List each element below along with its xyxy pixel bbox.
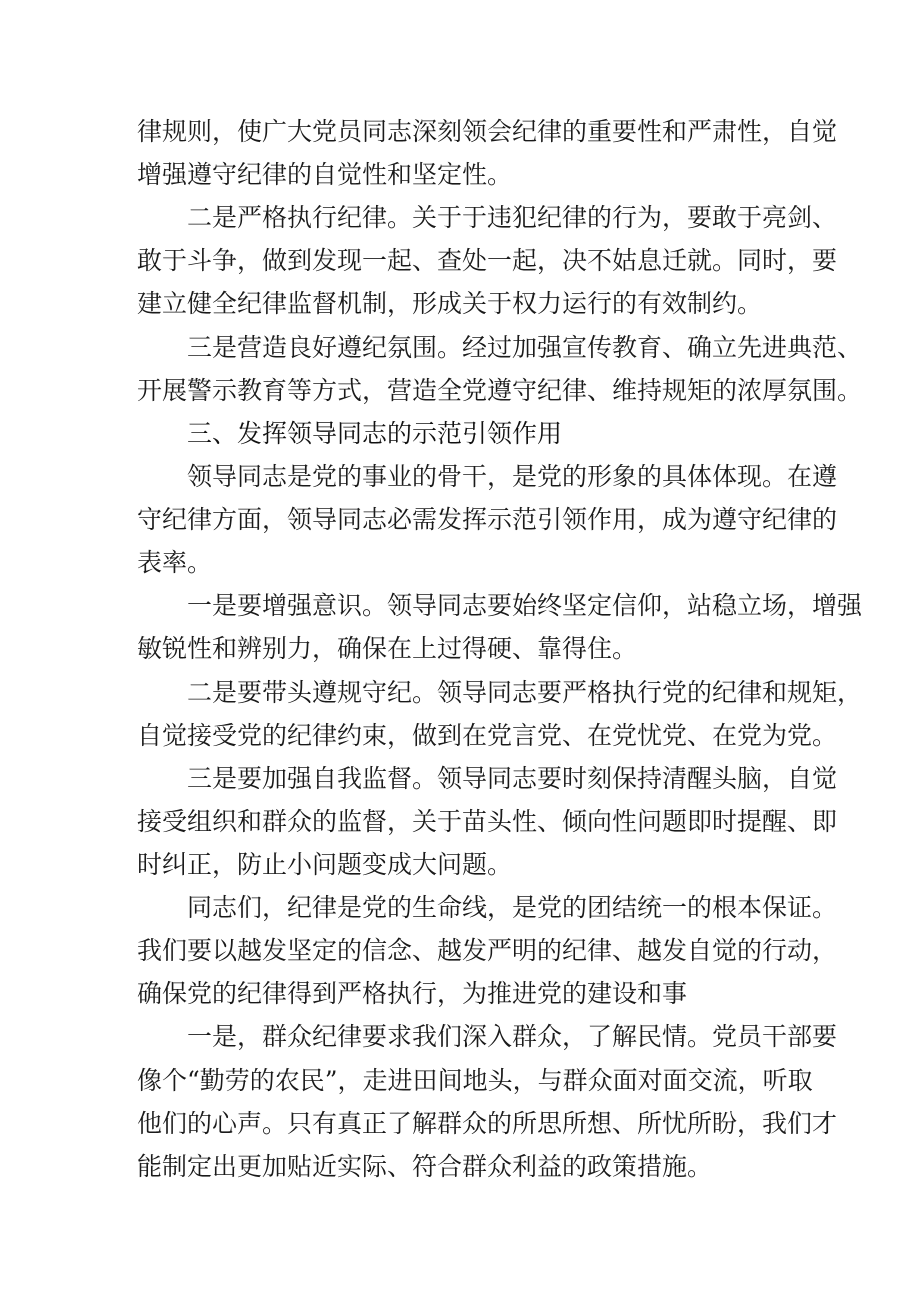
text-line-15: 自觉接受党的纪律约束，做到在党言党、在党忧党、在党为党。 (137, 721, 838, 750)
text-line-25: 能制定出更加贴近实际、符合群众利益的政策措施。 (137, 1152, 713, 1181)
text-line-24: 他们的心声。只有真正了解群众的所思所想、所忧所盼，我们才 (137, 1109, 838, 1138)
text-line-18: 时纠正，防止小问题变成大问题。 (137, 850, 513, 879)
text-line-6: 三是营造良好遵纪氛围。经过加强宣传教育、确立先进典范、 (187, 333, 863, 362)
text-line-11: 表率。 (137, 548, 213, 577)
text-line-5: 建立健全纪律监督机制，形成关于权力运行的有效制约。 (137, 289, 763, 318)
text-line-9: 领导同志是党的事业的骨干，是党的形象的具体体现。在遵 (187, 462, 838, 491)
text-line-20: 我们要以越发坚定的信念、越发严明的纪律、越发自觉的行动， (137, 936, 838, 965)
text-line-3: 二是严格执行纪律。关于于违犯纪律的行为，要敢于亮剑、 (187, 203, 838, 232)
text-line-14: 二是要带头遵规守纪。领导同志要严格执行党的纪律和规矩， (187, 678, 863, 707)
text-line-12: 一是要增强意识。领导同志要始终坚定信仰，站稳立场，增强 (187, 591, 863, 620)
text-line-1: 律规则，使广大党员同志深刻领会纪律的重要性和严肃性，自觉 (137, 117, 838, 146)
text-line-22: 一是，群众纪律要求我们深入群众，了解民情。党员干部要 (187, 1022, 838, 1051)
text-line-19: 同志们，纪律是党的生命线，是党的团结统一的根本保证。 (187, 893, 838, 922)
text-line-23: 像个“勤劳的农民”，走进田间地头，与群众面对面交流，听取 (137, 1066, 813, 1095)
text-line-13: 敏锐性和辨别力，确保在上过得硬、靠得住。 (137, 634, 638, 663)
text-line-16: 三是要加强自我监督。领导同志要时刻保持清醒头脑，自觉 (187, 764, 838, 793)
text-line-21: 确保党的纪律得到严格执行，为推进党的建设和事 (137, 979, 688, 1008)
text-line-10: 守纪律方面，领导同志必需发挥示范引领作用，成为遵守纪律的 (137, 505, 838, 534)
section-heading: 三、发挥领导同志的示范引领作用 (187, 419, 563, 448)
text-line-17: 接受组织和群众的监督，关于苗头性、倾向性问题即时提醒、即 (137, 807, 838, 836)
text-line-2: 增强遵守纪律的自觉性和坚定性。 (137, 160, 513, 189)
text-line-7: 开展警示教育等方式，营造全党遵守纪律、维持规矩的浓厚氛围。 (137, 376, 863, 405)
text-line-4: 敢于斗争，做到发现一起、查处一起，决不姑息迁就。同时，要 (137, 246, 838, 275)
